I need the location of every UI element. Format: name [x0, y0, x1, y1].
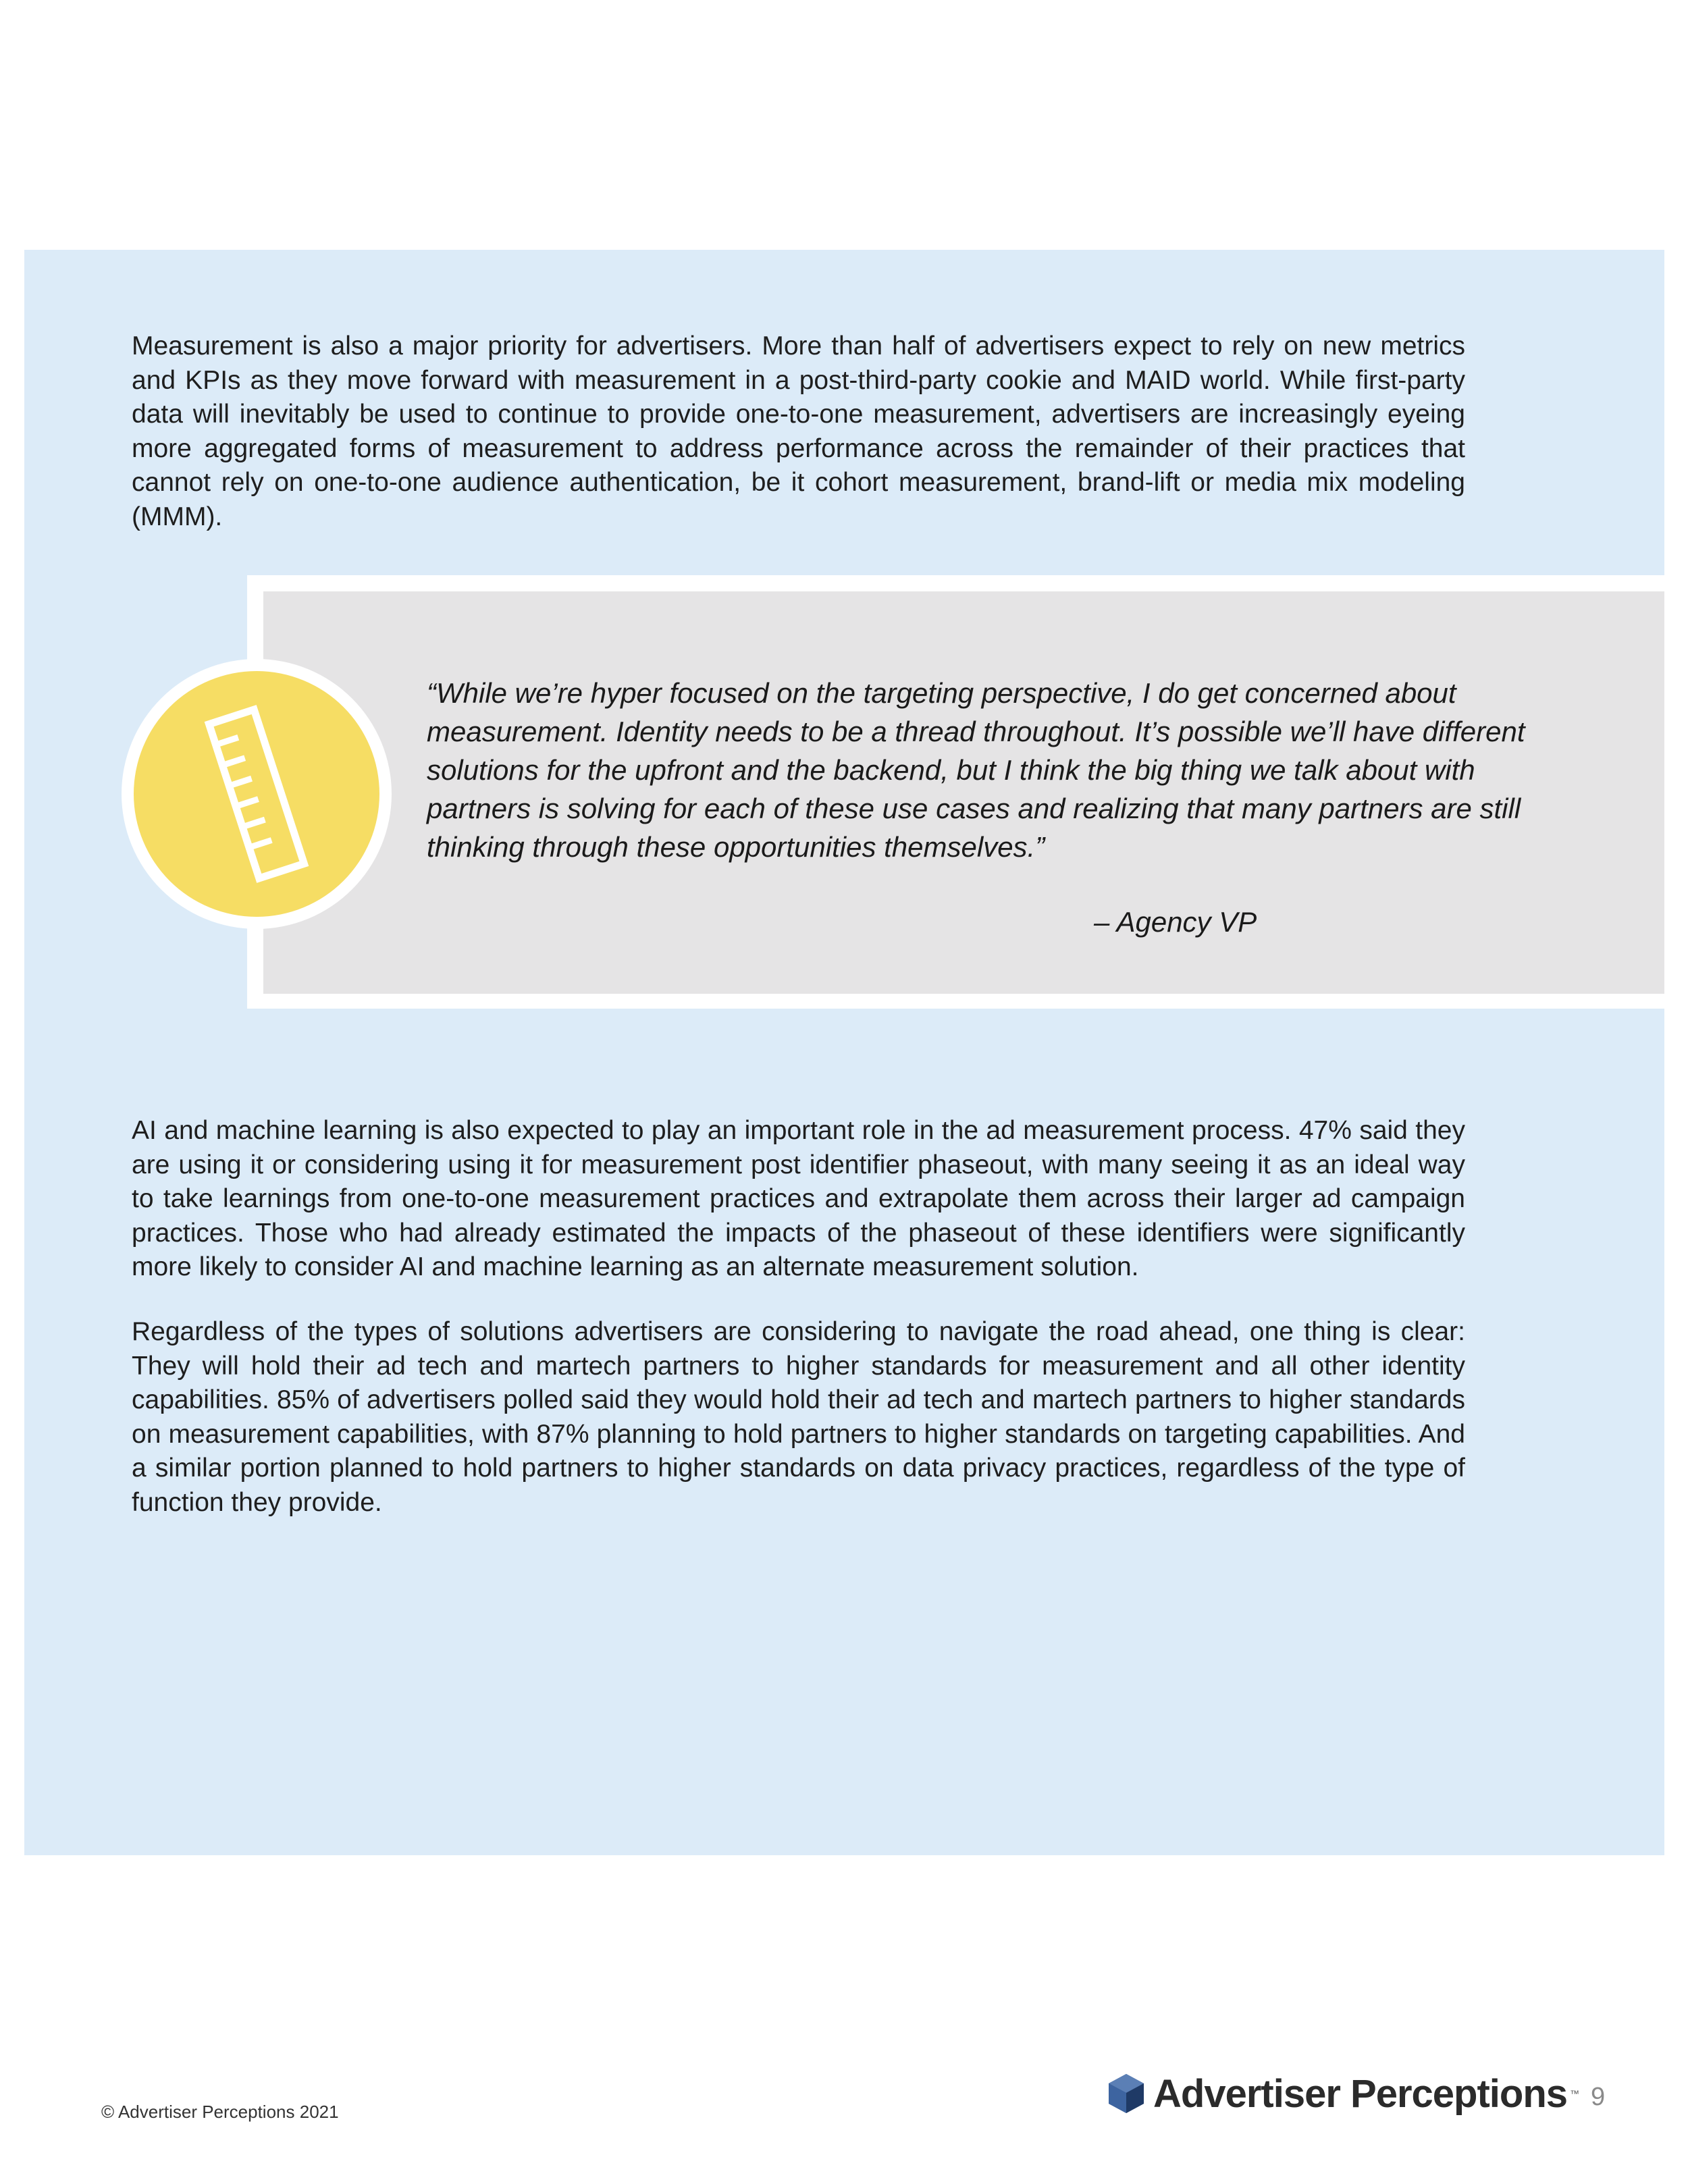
cube-logo-icon: [1107, 2073, 1145, 2114]
ruler-icon-badge: [122, 659, 392, 929]
footer-copyright: © Advertiser Perceptions 2021: [101, 2102, 339, 2122]
body-paragraph-measurement: Measurement is also a major priority for advertisers. More than half of advertisers expect to rely on new metrics and KPIs as they move forward with measurement in a post-third-party cookie and MAID world. While first-party data will inevitably be used to continue to provide one-to-one measurement, advertisers are increasingly eyeing more aggregated forms of measurement to address performance across the remainder of their practices that cannot rely on one-to-one audience authentication, be it cohort measurement, brand-lift or media mix modeling (MMM).: [132, 331, 1465, 531]
quote-attribution: – Agency VP: [1094, 906, 1257, 938]
brand-logo: [1107, 2071, 1579, 2116]
body-paragraph-ai: AI and machine learning is also expected to play an important role in the ad measurement process. 47% said they are using it or considering using it for measurement post identifier phaseout, with many seeing it as an ideal way to take learnings from one-to-one measurement practices and extrapolate them across their larger ad campaign practices. Those who had already estimated the impacts of the phaseout of these identifiers were significantly more likely to consider AI and machine learning as an alternate measurement solution.: [132, 1116, 1465, 1281]
page-number: 9: [1591, 2083, 1606, 2111]
ruler-icon: [122, 659, 392, 929]
pull-quote-text: “While we’re hyper focused on the targeting perspective, I do get concerned about measurement. Identity needs to be a thread throughout. It’s possible we’ll have different solutions for the upfront and the backend, but I think the big thing we talk about with partners is solving for each of these use cases and realizing that many partners are still thinking through these opportunities themselves.”: [427, 677, 1525, 863]
logo-wordmark: Advertiser Perceptions: [1153, 2071, 1568, 2116]
body-paragraph-standards: Regardless of the types of solutions advertisers are considering to navigate the road ahead, one thing is clear: They will hold their ad tech and martech partners to higher standards for measurement and all other identity capabilities. 85% of advertisers polled said they would hold their ad tech and martech partners to higher standards on measurement capabilities, with 87% planning to hold partners to higher standards on targeting capabilities. And a similar portion planned to hold partners to higher standards on data privacy practices, regardless of the type of function they provide.: [132, 1317, 1465, 1517]
logo-trademark: ™: [1570, 2088, 1580, 2099]
